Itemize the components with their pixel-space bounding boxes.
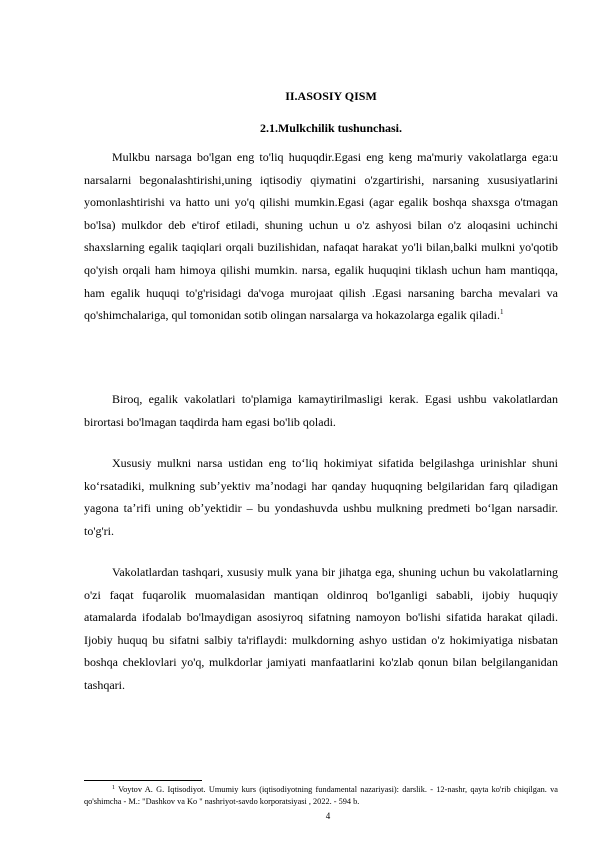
paragraph-4: Vakolatlardan tashqari, xususiy mulk yana bir jihatga ega, shuning uchun bu vakolatlarning o'zi faqat fuqarolik muomalasidan mantiqan oldinroq bo'lganligi sababli, ijobiy huquqiy atamalarda ifodalab bo'lmaydigan asosiyroq sifatning namoyon bo'lishi sifatida harakat qiladi. Ijobiy huquq bu sifatni salbiy ta'riflaydi: mulkdorning ashyo ustidan o'z hokimiyatiga nisbatan boshqa cheklovlari yo'q, mulkdorlar jamiyati manfaatlarini ko'zlab qonun bilan belgilanganidan tashqari.	[84, 565, 558, 692]
section-heading: II.ASOSIY QISM	[285, 89, 377, 103]
footnote-marker: 1	[112, 785, 115, 791]
paragraph-1	[84, 146, 558, 327]
paragraph-1-text: Mulkbu narsaga bo'lgan eng to'liq huquqdir.Egasi eng keng ma'muriy vakolatlarga ega:u narsalarni begonalashtirishi,uning iqtisodiy qiymatini o'zgartirishi, narsaning xususiyatlarini yomonlashtirishi va hatto uni yo'q qilishi mumkin.Egasi (agar egalik boshqa shaxsga o'tmagan bo'lsa) mulkdor deb e'tirof etiladi, shuning uchun u o'z ashyosi bilan o'z aloqasini uchinchi shaxslarning egalik taqiqlari orqali buzilishidan, nafaqat harakat yo'li bilan,balki mulkni yo'qotib qo'yish orqali ham himoya qilishi mumkin. narsa, egalik huquqini tiklash uchun ham mantiqqa, ham egalik huquqi to'g'risidagi da'voga murojaat qilish .Egasi narsaning barcha mevalari va qo'shimchalariga, qul tomonidan sotib olingan narsalarga va hokazolarga egalik qiladi.	[84, 150, 558, 323]
section-subheading: 2.1.Mulkchilik tushunchasi.	[259, 121, 403, 135]
footnote-text: Voytov A. G. Iqtisodiyot. Umumiy kurs (iqtisodiyotning fundamental nazariyasi): darslik. - 12-nashr, qayta ko'rib chiqilgan. va qo'shimcha - M.: "Dashkov va Ko " nashriyot-savdo korporatsiyasi , 2022. - 594 b.	[84, 785, 558, 806]
footnote-reference[interactable]: 1	[499, 308, 504, 317]
page-number: 4	[325, 811, 331, 821]
paragraph-2: Biroq, egalik vakolatlari to'plamiga kamaytirilmasligi kerak. Egasi ushbu vakolatlardan birortasi bo'lmagan taqdirda ham egasi bo'lib qoladi.	[84, 392, 558, 429]
paragraph-3: Xususiy mulkni narsa ustidan eng toʻliq hokimiyat sifatida belgilashga urinishlar shuni koʻrsatadiki, mulkning subʼyektiv maʼnodagi har qanday huquqning belgilaridan farq qiladigan yagona taʼrifi uning obʼyektidir – bu yondashuvda ushbu mulkning predmeti boʻlgan narsadir. to'g'ri.	[84, 456, 558, 538]
footnote	[84, 784, 558, 808]
footnote-divider	[84, 780, 202, 781]
